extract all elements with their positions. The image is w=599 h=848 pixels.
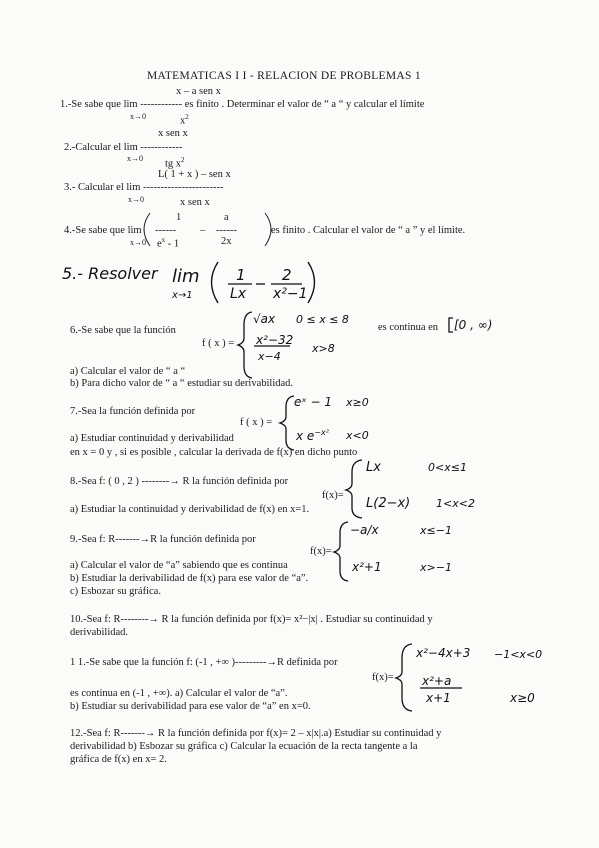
problem-4-text-a: 4.-Se sabe que lim bbox=[64, 225, 142, 236]
problem-12-line-3: gráfica de f(x) en x= 2. bbox=[70, 754, 167, 765]
problem-6-interval: [0 , ∞) bbox=[454, 318, 493, 332]
problem-8-part-a: a) Estudiar la continuidad y derivabilidad de f(x) en x=1. bbox=[70, 504, 310, 515]
problem-11-cond1: −1<x<0 bbox=[494, 648, 543, 661]
problem-8-cond1: 0<x≤1 bbox=[428, 461, 467, 474]
problem-9-fx: f(x)= bbox=[310, 546, 332, 557]
problem-4-dash2: ------ bbox=[216, 225, 237, 236]
problem-6-cond1: 0 ≤ x ≤ 8 bbox=[296, 313, 349, 326]
problem-9-part-b: b) Estudiar la derivabilidad de f(x) para ese valor de “a”. bbox=[70, 573, 309, 584]
problem-1-numerator: x – a sen x bbox=[176, 86, 221, 97]
problem-10-line-2: derivabilidad. bbox=[70, 627, 129, 638]
problem-9-case1: −a/x bbox=[350, 523, 379, 537]
problem-12-line-1: 12.-Sea f: R-------→ R la función definida por f(x)= 2 – x|x|.a) Estudiar su continuidad y bbox=[70, 728, 442, 739]
problem-9-case2: x²+1 bbox=[352, 560, 382, 574]
problem-9-text: 9.-Sea f: R-------→R la función definida por bbox=[70, 534, 256, 545]
problem-10-line-1: 10.-Sea f: R--------→ R la función definida por f(x)= x²−|x| . Estudiar su continuidad y bbox=[70, 614, 433, 625]
problem-12-line-2: derivabilidad b) Esbozar su gráfica c) Calcular la ecuación de la recta tangente a la bbox=[70, 741, 418, 752]
problem-1-limit-sub: x→0 bbox=[130, 112, 146, 121]
page-title: MATEMATICAS I I - RELACION DE PROBLEMAS 1 bbox=[147, 70, 421, 82]
problem-2-limit-sub: x→0 bbox=[127, 154, 143, 163]
problem-4-dash1: ------ bbox=[155, 225, 176, 236]
problem-11-fx: f(x)= bbox=[372, 672, 394, 683]
problem-8-text: 8.-Sea f: ( 0 , 2 ) --------→ R la función definida por bbox=[70, 476, 289, 487]
problem-8-case1: Lx bbox=[366, 460, 381, 475]
problem-11-case1: x²−4x+3 bbox=[416, 646, 471, 660]
problem-6-fx: f ( x ) = bbox=[202, 338, 235, 349]
problem-11-case2-num: x²+a bbox=[422, 674, 452, 688]
problem-7-cond1: x≥0 bbox=[346, 396, 369, 409]
problem-2-denominator: tg $x^2$ bbox=[165, 156, 185, 170]
problem-2-text: 2.-Calcular el lim ------------ bbox=[64, 142, 183, 153]
problem-3-limit-sub: x→0 bbox=[128, 195, 144, 204]
problem-5-lim: lim bbox=[172, 266, 200, 287]
problem-5-frac1-num: 1 bbox=[236, 266, 246, 284]
problem-6-case2-num: x²−32 bbox=[256, 333, 294, 347]
problem-4-frac1-den: $e^x - 1$ bbox=[157, 236, 180, 250]
problem-8-fx: f(x)= bbox=[322, 490, 344, 501]
problem-1-text: 1.-Se sabe que lim ------------ es finito . Determinar el valor de “ a “ y calcular el límite bbox=[60, 99, 425, 110]
problem-7-cond2: x<0 bbox=[346, 429, 369, 442]
problem-9-part-a: a) Calcular el valor de “a” sabiendo que es continua bbox=[70, 560, 288, 571]
problem-7-text: 7.-Sea la función definida por bbox=[70, 406, 196, 417]
problem-5-frac2-num: 2 bbox=[282, 266, 292, 284]
problem-8-case2: L(2−x) bbox=[366, 496, 411, 511]
problem-6-continuity: es continua en bbox=[378, 322, 439, 333]
problem-5-frac1-den: Lx bbox=[230, 286, 247, 302]
problem-7-case2: x $e^{-x^2}$ bbox=[296, 428, 329, 443]
problem-1-denominator: $x^2$ bbox=[180, 113, 189, 127]
problem-7-fx: f ( x ) = bbox=[240, 417, 273, 428]
problem-3-text: 3.- Calcular el lim ----------------------- bbox=[64, 182, 224, 193]
problem-11-case2-den: x+1 bbox=[426, 691, 451, 705]
problem-7-case1: eˣ − 1 bbox=[294, 395, 333, 409]
problem-9-cond1: x≤−1 bbox=[420, 524, 452, 537]
problem-11-line-2: es continua en (-1 , +∞). a) Calcular el valor de “a”. bbox=[70, 688, 288, 699]
problem-11-line-1: 1 1.-Se sabe que la función f: (-1 , +∞ )---------→R definida por bbox=[70, 657, 338, 668]
problem-6-text: 6.-Se sabe que la función bbox=[70, 325, 176, 336]
problem-7-part-b: en x = 0 y , si es posible , calcular la derivada de f(x) en dicho punto bbox=[70, 447, 358, 458]
problem-5-limit-sub: x→1 bbox=[172, 290, 193, 301]
problem-6-part-b: b) Para dicho valor de “ a “ estudiar su derivabilidad. bbox=[70, 378, 294, 389]
problem-4-text-b: es finito . Calcular el valor de “ a ” y el límite. bbox=[271, 225, 466, 236]
problem-9-cond2: x>−1 bbox=[420, 561, 452, 574]
problem-9-part-c: c) Esbozar su gráfica. bbox=[70, 586, 161, 597]
problem-6-case2-den: x−4 bbox=[258, 350, 281, 363]
problem-4-frac1-num: 1 bbox=[176, 212, 182, 223]
problem-4-frac2-num: a bbox=[224, 212, 229, 223]
problem-6-case1: √ax bbox=[253, 312, 276, 326]
problem-4-limit-sub: x→0 bbox=[130, 238, 146, 247]
problem-11-line-3: b) Estudiar su derivabilidad para ese valor de “a” en x=0. bbox=[70, 701, 311, 712]
problem-8-cond2: 1<x<2 bbox=[436, 497, 475, 510]
problem-4-minus: – bbox=[200, 225, 206, 236]
problem-7-part-a: a) Estudiar continuidad y derivabilidad bbox=[70, 433, 234, 444]
problem-3-numerator: L( 1 + x ) – sen x bbox=[158, 169, 231, 180]
problem-4-frac2-den: 2x bbox=[221, 236, 232, 247]
problem-11-cond2: x≥0 bbox=[510, 691, 535, 705]
problem-3-denominator: x sen x bbox=[180, 197, 210, 208]
problem-6-cond2: x>8 bbox=[312, 342, 335, 355]
problem-5-label: 5.- Resolver bbox=[62, 264, 158, 283]
problem-2-numerator: x sen x bbox=[158, 128, 188, 139]
problem-6-part-a: a) Calcular el valor de “ a “ bbox=[70, 366, 186, 377]
problem-5-frac2-den: x²−1 bbox=[273, 286, 308, 302]
